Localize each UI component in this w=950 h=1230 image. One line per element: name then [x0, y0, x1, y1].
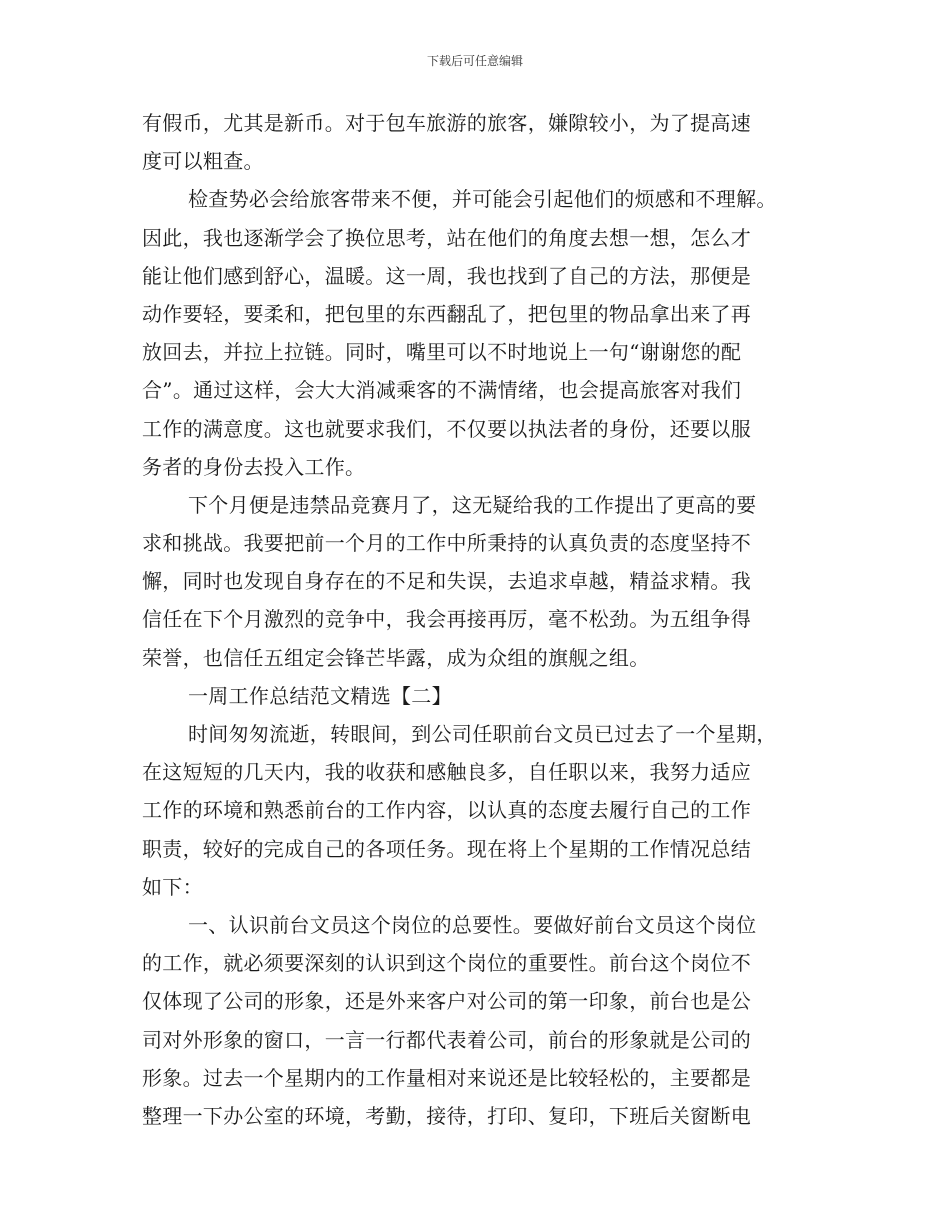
text-line: 度可以粗查。 [142, 149, 264, 174]
text-line: 一、认识前台文员这个岗位的总要性。要做好前台文员这个岗位 [188, 912, 757, 937]
text-line: 懈，同时也发现自身存在的不足和失误，去追求卓越，精益求精。我 [142, 569, 751, 594]
text-line: 因此，我也逐渐学会了换位思考，站在他们的角度去想一想，怎么才 [142, 225, 751, 250]
text-line: 如下： [142, 874, 203, 899]
text-line: 职责，较好的完成自己的各项任务。现在将上个星期的工作情况总结 [142, 836, 751, 861]
text-line: 形象。过去一个星期内的工作量相对来说还是比较轻松的，主要都是 [142, 1065, 751, 1090]
text-line: 能让他们感到舒心，温暖。这一周，我也找到了自己的方法，那便是 [142, 263, 751, 288]
text-line: 信任在下个月激烈的竞争中，我会再接再厉，毫不松劲。为五组争得 [142, 607, 751, 632]
text-line: 放回去，并拉上拉链。同时，嘴里可以不时地说上一句“谢谢您的配 [142, 340, 742, 365]
text-line: 整理一下办公室的环境，考勤，接待，打印、复印，下班后关窗断电 [142, 1103, 751, 1128]
text-line: 在这短短的几天内，我的收获和感触良多，自任职以来，我努力适应 [142, 760, 751, 785]
text-line: 荣誉，也信任五组定会锋芒毕露，成为众组的旗舰之组。 [142, 645, 650, 670]
text-line: 工作的满意度。这也就要求我们，不仅要以执法者的身份，还要以服 [142, 416, 751, 441]
page-header: 下载后可任意编辑 [426, 54, 523, 68]
text-line: 的工作，就必须要深刻的认识到这个岗位的重要性。前台这个岗位不 [142, 951, 751, 976]
text-line: 一周工作总结范文精选【二】 [188, 683, 452, 708]
text-line: 仅体现了公司的形象，还是外来客户对公司的第一印象，前台也是公 [142, 989, 751, 1014]
document-body [142, 104, 822, 1135]
text-line: 动作要轻，要柔和，把包里的东西翻乱了，把包里的物品拿出来了再 [142, 301, 751, 326]
text-line: 工作的环境和熟悉前台的工作内容，以认真的态度去履行自己的工作 [142, 798, 751, 823]
text-line: 务者的身份去投入工作。 [142, 454, 366, 479]
text-line: 合”。通过这样，会大大消减乘客的不满情绪，也会提高旅客对我们 [142, 378, 742, 403]
text-line: 检查势必会给旅客带来不便，并可能会引起他们的烦感和不理解。 [188, 187, 777, 212]
text-line: 求和挑战。我要把前一个月的工作中所秉持的认真负责的态度坚持不 [142, 531, 751, 556]
text-line: 有假币，尤其是新币。对于包车旅游的旅客，嫌隙较小，为了提高速 [142, 111, 751, 135]
text-line: 下个月便是违禁品竞赛月了，这无疑给我的工作提出了更高的要 [188, 492, 757, 517]
text-line: 司对外形象的窗口，一言一行都代表着公司，前台的形象就是公司的 [142, 1027, 751, 1052]
text-line: 时间匆匆流逝，转眼间，到公司任职前台文员已过去了一个星期， [188, 722, 777, 746]
